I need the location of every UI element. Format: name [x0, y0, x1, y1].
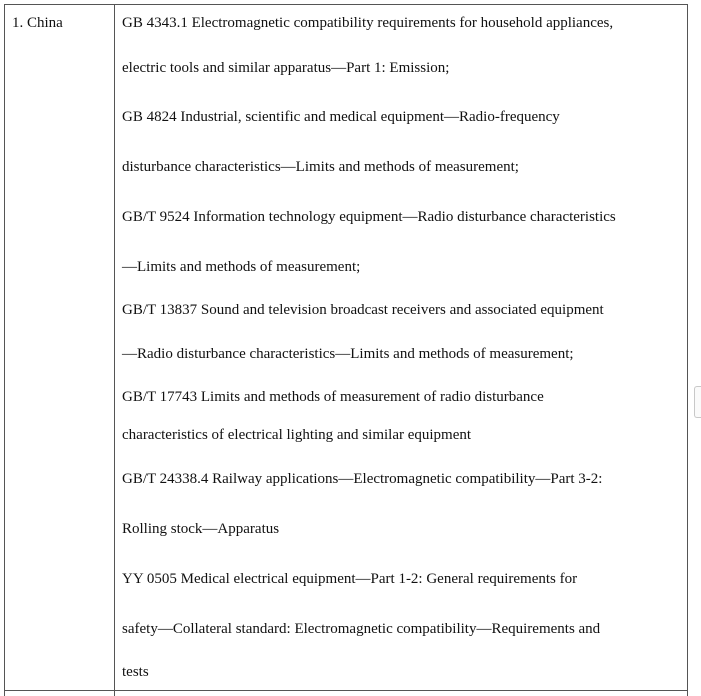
standard-line: —Radio disturbance characteristics—Limits and methods of measurement;	[122, 346, 574, 362]
standard-line: GB/T 17743 Limits and methods of measurement of radio disturbance	[122, 389, 544, 405]
country-cell: 1. China	[12, 15, 63, 31]
standard-line: GB 4824 Industrial, scientific and medical equipment—Radio-frequency	[122, 109, 560, 125]
table-right-border	[687, 4, 688, 696]
table-left-border	[4, 4, 5, 696]
standard-line: disturbance characteristics—Limits and methods of measurement;	[122, 159, 519, 175]
standard-line: tests	[122, 664, 149, 680]
standard-line: GB/T 13837 Sound and television broadcast receivers and associated equipment	[122, 302, 604, 318]
column-divider	[114, 4, 115, 696]
standard-line: Rolling stock—Apparatus	[122, 521, 280, 537]
row-divider	[4, 690, 688, 691]
standard-line: safety—Collateral standard: Electromagnetic compatibility—Requirements and	[122, 621, 601, 637]
standard-line: characteristics of electrical lighting and similar equipment	[122, 427, 472, 443]
side-panel-tab[interactable]	[694, 386, 701, 418]
standard-line: YY 0505 Medical electrical equipment—Part 1-2: General requirements for	[122, 571, 578, 587]
standard-line: GB/T 9524 Information technology equipment—Radio disturbance characteristics	[122, 209, 616, 225]
table-top-border	[4, 4, 688, 5]
standard-line: —Limits and methods of measurement;	[122, 259, 361, 275]
standard-line: GB 4343.1 Electromagnetic compatibility requirements for household appliances,	[122, 15, 614, 31]
standard-line: GB/T 24338.4 Railway applications—Electromagnetic compatibility—Part 3-2:	[122, 471, 603, 487]
standard-line: electric tools and similar apparatus—Part 1: Emission;	[122, 60, 450, 76]
